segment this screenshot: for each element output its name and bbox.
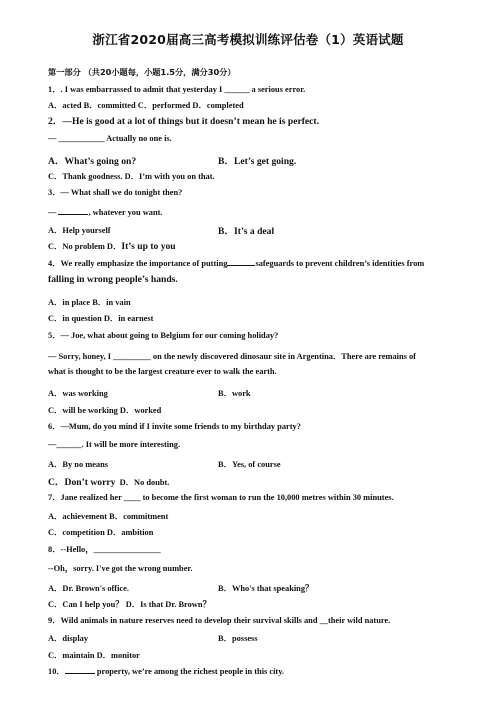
question-4-stem [48, 257, 424, 269]
question-8-option-a: A．Dr. Brown's office. [48, 584, 129, 593]
question-3-reply-prefix: — [48, 208, 59, 217]
question-5-reply: — Sorry, honey, I _________ on the newly discovered dinosaur site in Argentina．There are remains of [48, 352, 416, 361]
question-6-reply: —______. It will be more interesting. [48, 440, 181, 449]
question-2-option-b: B．Let’s get going. [218, 156, 297, 167]
question-2-options-cd: C．Thank goodness. D．I’m with you on that. [48, 172, 215, 181]
question-3-option-a: A．Help yourself [48, 226, 111, 235]
question-3-reply-suffix: , whatever you want. [88, 208, 163, 217]
question-6-option-d: D．No doubt. [119, 478, 170, 487]
question-3-option-c: C．No problem D． [48, 242, 122, 251]
question-7-options-cd: C．competition D．ambition [48, 528, 154, 537]
question-3-option-d: It’s up to you [121, 241, 176, 252]
question-6-option-b: B．Yes, of course [218, 460, 281, 469]
question-3-options-cd [48, 240, 176, 252]
question-9-stem: 9．Wild animals in nature reserves need to develop their survival skills and __their wild nature. [48, 616, 391, 625]
question-9-option-a: A．display [48, 634, 89, 643]
question-3-option-b: B．It’s a deal [218, 226, 275, 237]
question-4-stem-suffix: safeguards to prevent children’s identities from [255, 259, 425, 268]
question-9-option-b: B．possess [218, 634, 258, 643]
section-header: 第一部分 （共20小题每，小题1.5分，满分30分） [48, 67, 236, 77]
question-6-option-c: C．Don’t worry [48, 477, 116, 488]
question-1-options: A．acted B．committed C．performed D．completed [48, 101, 244, 110]
question-6-options-cd [48, 474, 169, 488]
question-7-options-ab: A．achievement B．commitment [48, 512, 169, 521]
question-10-stem [48, 665, 284, 677]
question-4-options-cd: C．in question D．in earnest [48, 314, 154, 323]
question-5-reply-cont: what is thought to be the largest creature ever to walk the earth. [48, 367, 277, 376]
question-5-option-a: A．was working [48, 389, 108, 398]
question-3-stem: 3．— What shall we do tonight then? [48, 188, 183, 197]
answer-blank [227, 257, 255, 266]
answer-blank [65, 665, 95, 674]
question-10-stem-text: property, we’re among the richest people in this city. [94, 667, 285, 676]
question-6-option-a: A．By no means [48, 460, 109, 469]
question-7-stem: 7．Jane realized her ____ to become the first woman to run the 10,000 metres within 30 minutes. [48, 493, 394, 502]
question-6-stem: 6．—Mum, do you mind if I invite some friends to my birthday party? [48, 422, 301, 431]
question-4-options-ab: A．in place B．in vain [48, 298, 131, 307]
question-4-stem-prefix: 4．We really emphasize the importance of putting [48, 259, 228, 268]
question-1-stem: 1．. I was embarrassed to admit that yesterday I ______ a serious error. [48, 85, 306, 94]
answer-blank [58, 206, 88, 215]
question-8-reply: --Oh，sorry. I've got the wrong number. [48, 564, 193, 573]
question-4-stem-cont: falling in wrong people’s hands. [48, 274, 178, 285]
question-8-options-cd: C．Can I help you？ D．Is that Dr. Brown？ [48, 600, 211, 609]
question-2-reply: — ___________ Actually no one is. [48, 134, 172, 143]
question-5-options-cd: C．will be working D．worked [48, 406, 162, 415]
question-8-option-b: B．Who's that speaking？ [218, 584, 314, 593]
question-3-reply [48, 206, 163, 217]
question-8-stem: 8．--Hello，________________ [48, 545, 161, 554]
question-10-number: 10． [48, 667, 65, 676]
question-9-options-cd: C．maintain D．monitor [48, 651, 140, 660]
exam-title: 浙江省2020届高三高考模拟训练评估卷（1）英语试题 [92, 32, 404, 47]
question-5-option-b: B．work [218, 389, 251, 398]
question-5-stem: 5．— Joe, what about going to Belgium for our coming holiday? [48, 331, 279, 340]
question-2-option-a: A．What’s going on? [48, 156, 137, 167]
question-2-stem: 2．—He is good at a lot of things but it doesn’t mean he is perfect. [48, 116, 320, 127]
